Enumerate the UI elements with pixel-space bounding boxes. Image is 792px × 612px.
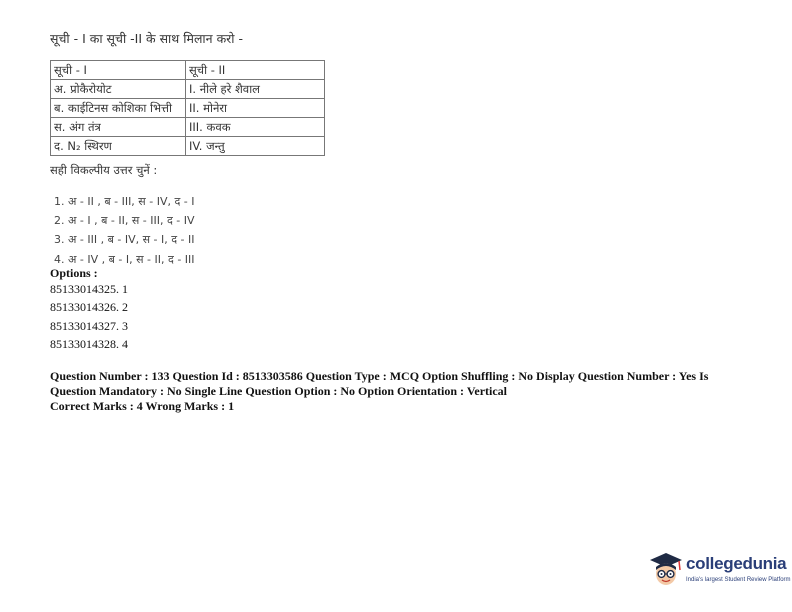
brand-tagline: India's largest Student Review Platform	[686, 577, 791, 583]
table-row	[51, 137, 325, 156]
choice-item: 1. अ - II , ब - III, स - IV, द - I	[54, 195, 195, 208]
choice-item: 3. अ - III , ब - IV, स - I, द - II	[54, 233, 195, 247]
table-cell: सूची - I	[51, 61, 186, 80]
table-cell: स. अंग तंत्र	[51, 118, 186, 137]
collegedunia-logo	[648, 550, 791, 594]
table-row	[51, 61, 325, 80]
question-text: सूची - I का सूची -II के साथ मिलान करो -	[50, 31, 244, 46]
table-cell: अ. प्रोकैरोयोट	[51, 80, 186, 99]
option-item: 85133014328. 4	[50, 336, 128, 351]
options-list	[50, 280, 128, 353]
table-row	[51, 118, 325, 137]
table-row	[51, 80, 325, 99]
option-item: 85133014326. 2	[50, 300, 128, 315]
table-cell: III. कवक	[186, 118, 325, 137]
table-cell: द. N₂ स्थिरण	[51, 137, 186, 156]
meta-line: Question Mandatory : No Single Line Question Option : No Option Orientation : Vertical	[50, 384, 508, 398]
option-item: 85133014325. 1	[50, 282, 128, 296]
meta-line: Question Number : 133 Question Id : 8513303586 Question Type : MCQ Option Shuffling : No Display Question Number : Yes Is	[50, 369, 709, 383]
table-cell: ब. काईटिनस कोशिका भित्ती	[51, 99, 186, 118]
choice-item: 4. अ - IV , ब - I, स - II, द - III	[54, 252, 195, 266]
answer-choices	[54, 192, 195, 269]
brand-name: collegedunia	[686, 554, 787, 573]
choice-item: 2. अ - I , ब - II, स - III, द - IV	[54, 214, 195, 228]
table-cell: IV. जन्तु	[186, 137, 325, 156]
answer-prompt: सही विकल्पीय उत्तर चुनें :	[50, 163, 158, 177]
table-row	[51, 99, 325, 118]
question-meta	[50, 369, 708, 414]
meta-line: Correct Marks : 4 Wrong Marks : 1	[50, 399, 235, 413]
graduate-mascot-icon	[648, 550, 684, 590]
match-table	[50, 60, 325, 156]
options-heading: Options :	[50, 266, 98, 280]
table-cell: I. नीले हरे शैवाल	[186, 80, 325, 99]
table-cell: II. मोनेरा	[186, 99, 325, 118]
table-cell: सूची - II	[186, 61, 325, 80]
option-item: 85133014327. 3	[50, 318, 128, 333]
